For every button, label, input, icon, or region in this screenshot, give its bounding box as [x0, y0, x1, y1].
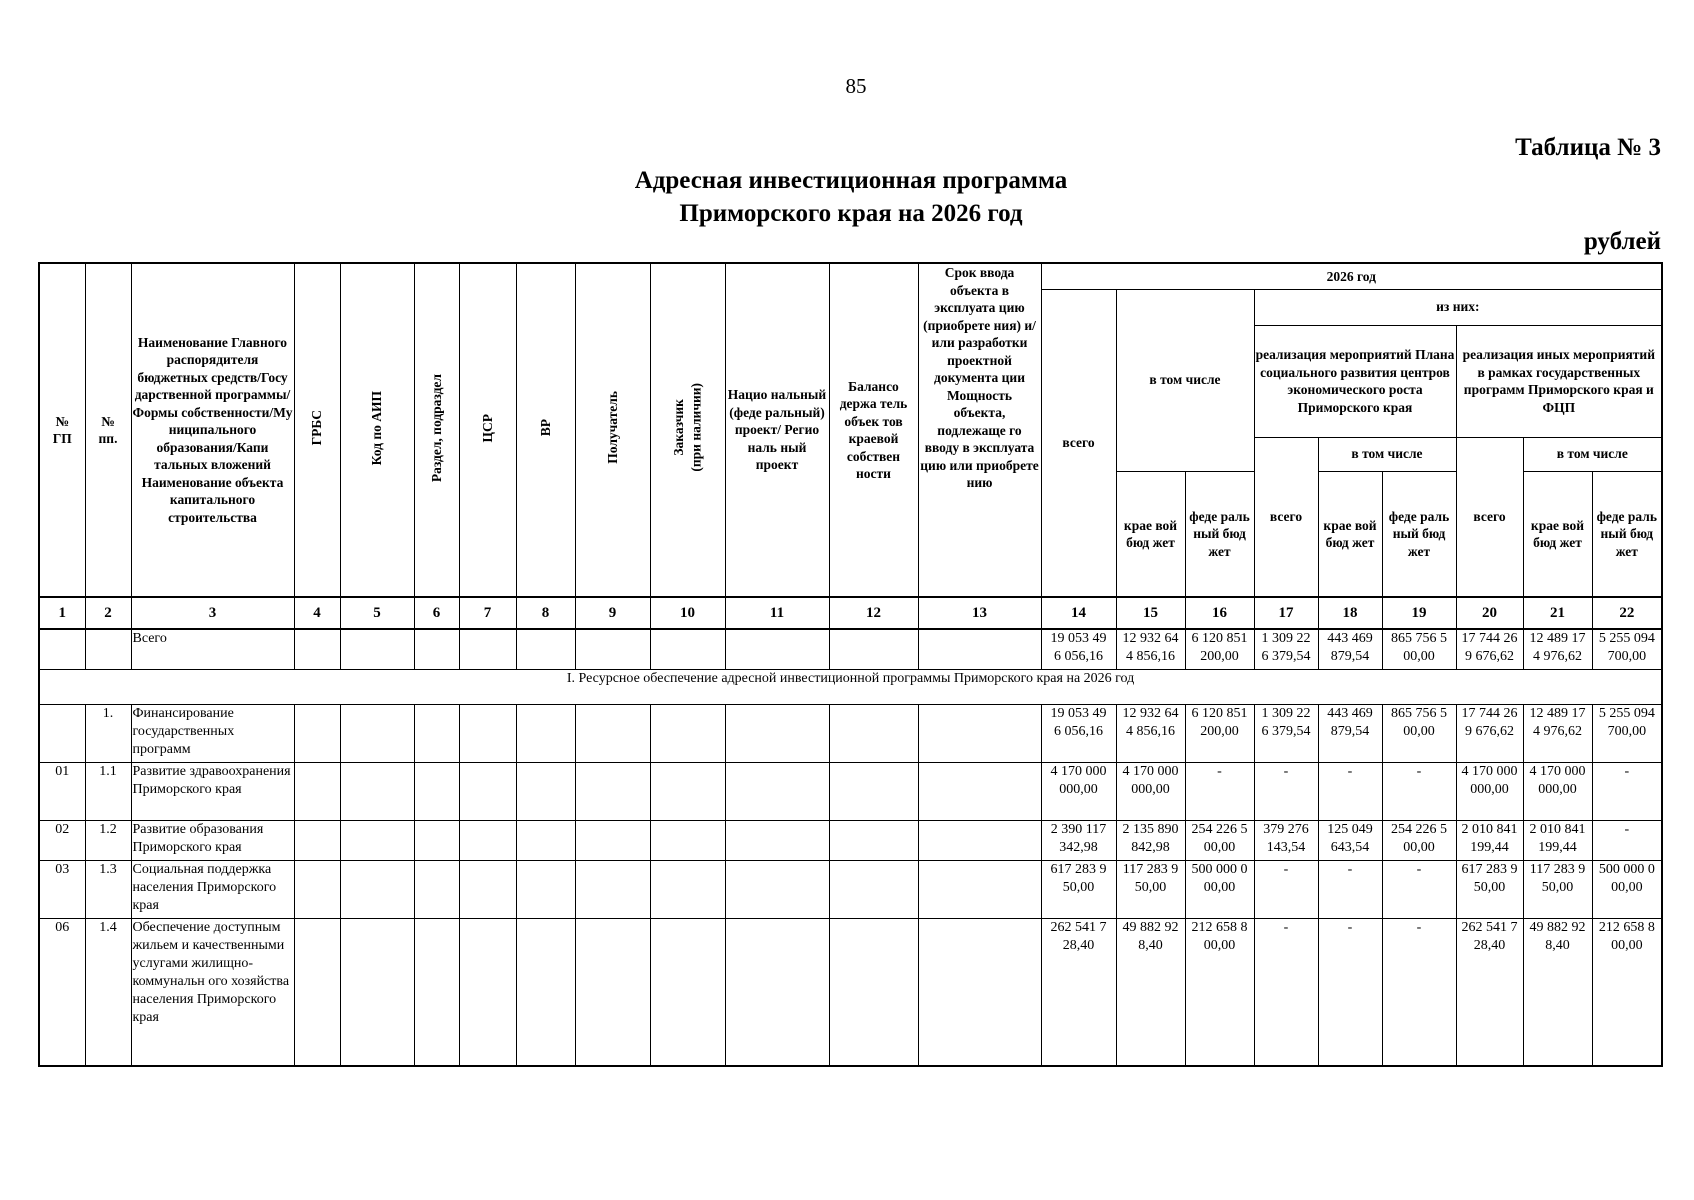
table-row — [39, 762, 1662, 820]
cell-empty-col-11 — [725, 762, 829, 820]
cell-value-col-14: 262 541 7 28,40 — [1041, 918, 1116, 1066]
cell-empty-col-13 — [918, 860, 1041, 918]
cell-name: Социальная поддержка населения Приморского края — [131, 860, 294, 918]
header-plan-federal-budget: феде раль ный бюд жет — [1382, 471, 1456, 597]
cell-value-col-14: 2 390 117 342,98 — [1041, 820, 1116, 860]
cell-empty-col-12 — [829, 918, 918, 1066]
cell-empty-col-4 — [294, 860, 340, 918]
cell-pp — [85, 629, 131, 669]
cell-value-col-15: 2 135 890 842,98 — [1116, 820, 1185, 860]
cell-empty-col-11 — [725, 629, 829, 669]
cell-value-col-16: - — [1185, 762, 1254, 820]
cell-value-col-15: 12 932 64 4 856,16 — [1116, 629, 1185, 669]
table-row — [39, 918, 1662, 1066]
cell-empty-col-8 — [516, 820, 575, 860]
cell-empty-col-13 — [918, 820, 1041, 860]
cell-name: Развитие образования Приморского края — [131, 820, 294, 860]
cell-empty-col-5 — [340, 918, 414, 1066]
cell-empty-col-8 — [516, 762, 575, 820]
cell-value-col-18: - — [1318, 918, 1382, 1066]
column-number-4: 4 — [294, 597, 340, 629]
cell-value-col-21: 117 283 9 50,00 — [1523, 860, 1592, 918]
column-number-12: 12 — [829, 597, 918, 629]
column-number-5: 5 — [340, 597, 414, 629]
cell-name: Развитие здравоохранения Приморского края — [131, 762, 294, 820]
cell-empty-col-11 — [725, 820, 829, 860]
table-row — [39, 860, 1662, 918]
cell-empty-col-4 — [294, 629, 340, 669]
units-label: рублей — [1583, 228, 1661, 255]
cell-name: Финансирование государственных программ — [131, 704, 294, 762]
cell-empty-col-7 — [459, 762, 516, 820]
cell-gp: 06 — [39, 918, 85, 1066]
cell-pp: 1.2 — [85, 820, 131, 860]
cell-value-col-22: 500 000 0 00,00 — [1592, 860, 1662, 918]
investment-program-table — [38, 262, 1663, 1067]
header-federal-budget: феде раль ный бюд жет — [1185, 471, 1254, 597]
cell-value-col-19: - — [1382, 860, 1456, 918]
cell-gp — [39, 629, 85, 669]
column-number-22: 22 — [1592, 597, 1662, 629]
cell-name: Обеспечение доступным жильем и качественными услугами жилищно-коммунальн ого хозяйства населения Приморского края — [131, 918, 294, 1066]
cell-empty-col-9 — [575, 860, 650, 918]
header-other-federal-budget: феде раль ный бюд жет — [1592, 471, 1662, 597]
cell-value-col-17: - — [1254, 918, 1318, 1066]
cell-value-col-18: - — [1318, 762, 1382, 820]
header-recipient: Получатель — [575, 263, 650, 597]
cell-value-col-14: 19 053 49 6 056,16 — [1041, 704, 1116, 762]
cell-value-col-15: 12 932 64 4 856,16 — [1116, 704, 1185, 762]
cell-pp: 1.3 — [85, 860, 131, 918]
column-number-row — [39, 597, 1662, 629]
cell-value-col-14: 19 053 49 6 056,16 — [1041, 629, 1116, 669]
header-regional-budget: крае вой бюд жет — [1116, 471, 1185, 597]
column-number-20: 20 — [1456, 597, 1523, 629]
section-title: I. Ресурсное обеспечение адресной инвестиционной программы Приморского края на 2026 год — [39, 669, 1662, 704]
cell-value-col-22: 212 658 8 00,00 — [1592, 918, 1662, 1066]
header-grbs: ГРБС — [294, 263, 340, 597]
header-other-group: реализация иных мероприятий в рамках государственных программ Приморского края и ФЦП — [1456, 325, 1662, 437]
cell-value-col-17: 1 309 22 6 379,54 — [1254, 704, 1318, 762]
cell-value-col-15: 117 283 9 50,00 — [1116, 860, 1185, 918]
cell-name: Всего — [131, 629, 294, 669]
cell-empty-col-12 — [829, 629, 918, 669]
cell-value-col-21: 12 489 17 4 976,62 — [1523, 704, 1592, 762]
cell-empty-col-10 — [650, 820, 725, 860]
cell-value-col-19: - — [1382, 762, 1456, 820]
cell-empty-col-4 — [294, 918, 340, 1066]
cell-value-col-21: 12 489 17 4 976,62 — [1523, 629, 1592, 669]
cell-empty-col-4 — [294, 762, 340, 820]
header-aip-code: Код по АИП — [340, 263, 414, 597]
header-plan-regional-budget: крае вой бюд жет — [1318, 471, 1382, 597]
header-csr: ЦСР — [459, 263, 516, 597]
header-other-including: в том числе — [1523, 437, 1662, 471]
cell-empty-col-9 — [575, 762, 650, 820]
cell-value-col-20: 17 744 26 9 676,62 — [1456, 704, 1523, 762]
column-number-6: 6 — [414, 597, 459, 629]
cell-empty-col-8 — [516, 860, 575, 918]
cell-empty-col-8 — [516, 918, 575, 1066]
cell-empty-col-10 — [650, 860, 725, 918]
column-number-10: 10 — [650, 597, 725, 629]
header-of-which: из них: — [1254, 289, 1662, 325]
cell-empty-col-6 — [414, 704, 459, 762]
cell-value-col-22: - — [1592, 762, 1662, 820]
cell-value-col-20: 17 744 26 9 676,62 — [1456, 629, 1523, 669]
cell-value-col-21: 4 170 000 000,00 — [1523, 762, 1592, 820]
cell-empty-col-12 — [829, 704, 918, 762]
column-number-17: 17 — [1254, 597, 1318, 629]
table-number: Таблица № 3 — [1515, 134, 1661, 161]
cell-empty-col-10 — [650, 629, 725, 669]
header-pp: № пп. — [85, 263, 131, 597]
page-number: 85 — [845, 74, 867, 98]
cell-value-col-18: 443 469 879,54 — [1318, 704, 1382, 762]
cell-empty-col-12 — [829, 762, 918, 820]
header-plan-group: реализация мероприятий Плана социального развития центров экономического роста Приморского края — [1254, 325, 1456, 437]
column-number-9: 9 — [575, 597, 650, 629]
cell-empty-col-6 — [414, 918, 459, 1066]
header-commission-term: Срок ввода объекта в эксплуата цию (приобрете ния) и/или разработки проектной документа ции Мощность объекта, подлежаще го вводу в эксплуата цию или приобрете нию — [918, 263, 1041, 597]
cell-pp: 1.1 — [85, 762, 131, 820]
cell-value-col-19: 254 226 5 00,00 — [1382, 820, 1456, 860]
cell-empty-col-11 — [725, 704, 829, 762]
header-plan-including: в том числе — [1318, 437, 1456, 471]
cell-empty-col-6 — [414, 762, 459, 820]
column-number-19: 19 — [1382, 597, 1456, 629]
cell-value-col-20: 262 541 7 28,40 — [1456, 918, 1523, 1066]
cell-value-col-16: 500 000 0 00,00 — [1185, 860, 1254, 918]
cell-value-col-15: 49 882 92 8,40 — [1116, 918, 1185, 1066]
cell-gp — [39, 704, 85, 762]
header-name: Наименование Главного распорядителя бюджетных средств/Госу дарственной программы/ Формы собственности/Му ниципального образования/Капи тальных вложений Наименование объекта капитального строительства — [131, 263, 294, 597]
cell-empty-col-5 — [340, 762, 414, 820]
cell-value-col-20: 4 170 000 000,00 — [1456, 762, 1523, 820]
cell-empty-col-5 — [340, 704, 414, 762]
cell-value-col-18: - — [1318, 860, 1382, 918]
column-number-18: 18 — [1318, 597, 1382, 629]
cell-empty-col-5 — [340, 860, 414, 918]
header-vr: ВР — [516, 263, 575, 597]
cell-value-col-20: 617 283 9 50,00 — [1456, 860, 1523, 918]
column-number-11: 11 — [725, 597, 829, 629]
document-title — [520, 164, 1182, 230]
cell-empty-col-9 — [575, 820, 650, 860]
cell-empty-col-11 — [725, 860, 829, 918]
column-number-16: 16 — [1185, 597, 1254, 629]
cell-gp: 01 — [39, 762, 85, 820]
column-number-8: 8 — [516, 597, 575, 629]
title-line-2: Приморского края на 2026 год — [679, 200, 1023, 227]
column-number-14: 14 — [1041, 597, 1116, 629]
cell-empty-col-5 — [340, 629, 414, 669]
cell-value-col-17: - — [1254, 762, 1318, 820]
cell-empty-col-13 — [918, 629, 1041, 669]
cell-empty-col-12 — [829, 860, 918, 918]
header-national-project: Нацио нальный (феде ральный) проект/ Регио наль ный проект — [725, 263, 829, 597]
cell-empty-col-9 — [575, 918, 650, 1066]
column-number-7: 7 — [459, 597, 516, 629]
cell-empty-col-13 — [918, 704, 1041, 762]
cell-empty-col-11 — [725, 918, 829, 1066]
column-number-15: 15 — [1116, 597, 1185, 629]
table-row — [39, 704, 1662, 762]
cell-value-col-16: 6 120 851 200,00 — [1185, 704, 1254, 762]
cell-value-col-16: 6 120 851 200,00 — [1185, 629, 1254, 669]
cell-value-col-18: 125 049 643,54 — [1318, 820, 1382, 860]
header-section: Раздел, подраздел — [414, 263, 459, 597]
cell-value-col-17: 1 309 22 6 379,54 — [1254, 629, 1318, 669]
cell-gp: 03 — [39, 860, 85, 918]
cell-pp: 1. — [85, 704, 131, 762]
cell-empty-col-7 — [459, 704, 516, 762]
cell-value-col-16: 212 658 8 00,00 — [1185, 918, 1254, 1066]
cell-empty-col-5 — [340, 820, 414, 860]
cell-pp: 1.4 — [85, 918, 131, 1066]
column-number-2: 2 — [85, 597, 131, 629]
header-other-total: всего — [1456, 437, 1523, 597]
cell-value-col-17: - — [1254, 860, 1318, 918]
cell-empty-col-7 — [459, 860, 516, 918]
cell-value-col-19: 865 756 5 00,00 — [1382, 629, 1456, 669]
cell-empty-col-6 — [414, 860, 459, 918]
cell-empty-col-6 — [414, 629, 459, 669]
cell-empty-col-6 — [414, 820, 459, 860]
table-body — [39, 597, 1662, 1066]
cell-value-col-17: 379 276 143,54 — [1254, 820, 1318, 860]
cell-empty-col-7 — [459, 918, 516, 1066]
cell-empty-col-4 — [294, 820, 340, 860]
cell-empty-col-13 — [918, 918, 1041, 1066]
column-number-3: 3 — [131, 597, 294, 629]
column-number-1: 1 — [39, 597, 85, 629]
cell-value-col-19: 865 756 5 00,00 — [1382, 704, 1456, 762]
cell-value-col-21: 2 010 841 199,44 — [1523, 820, 1592, 860]
header-customer: Заказчик (при наличии) — [650, 263, 725, 597]
section-row — [39, 669, 1662, 704]
table-row — [39, 820, 1662, 860]
cell-empty-col-7 — [459, 629, 516, 669]
cell-empty-col-4 — [294, 704, 340, 762]
cell-empty-col-10 — [650, 762, 725, 820]
cell-value-col-22: 5 255 094 700,00 — [1592, 704, 1662, 762]
cell-value-col-20: 2 010 841 199,44 — [1456, 820, 1523, 860]
table-row — [39, 629, 1662, 669]
cell-empty-col-8 — [516, 629, 575, 669]
header-including: в том числе — [1116, 289, 1254, 471]
cell-empty-col-12 — [829, 820, 918, 860]
cell-value-col-15: 4 170 000 000,00 — [1116, 762, 1185, 820]
header-year: 2026 год — [1041, 263, 1662, 289]
cell-empty-col-8 — [516, 704, 575, 762]
cell-value-col-19: - — [1382, 918, 1456, 1066]
title-line-1: Адресная инвестиционная программа — [634, 167, 1068, 194]
header-other-regional-budget: крае вой бюд жет — [1523, 471, 1592, 597]
cell-empty-col-9 — [575, 629, 650, 669]
column-number-21: 21 — [1523, 597, 1592, 629]
cell-value-col-18: 443 469 879,54 — [1318, 629, 1382, 669]
cell-value-col-22: 5 255 094 700,00 — [1592, 629, 1662, 669]
header-total: всего — [1041, 289, 1116, 597]
header-balance-holder: Балансо держа тель объек тов краевой собствен ности — [829, 263, 918, 597]
cell-value-col-14: 4 170 000 000,00 — [1041, 762, 1116, 820]
header-plan-total: всего — [1254, 437, 1318, 597]
cell-value-col-21: 49 882 92 8,40 — [1523, 918, 1592, 1066]
cell-empty-col-10 — [650, 704, 725, 762]
cell-empty-col-13 — [918, 762, 1041, 820]
cell-empty-col-10 — [650, 918, 725, 1066]
column-number-13: 13 — [918, 597, 1041, 629]
header-gp: № ГП — [39, 263, 85, 597]
cell-gp: 02 — [39, 820, 85, 860]
cell-empty-col-9 — [575, 704, 650, 762]
cell-value-col-22: - — [1592, 820, 1662, 860]
cell-value-col-16: 254 226 5 00,00 — [1185, 820, 1254, 860]
cell-value-col-14: 617 283 9 50,00 — [1041, 860, 1116, 918]
cell-empty-col-7 — [459, 820, 516, 860]
